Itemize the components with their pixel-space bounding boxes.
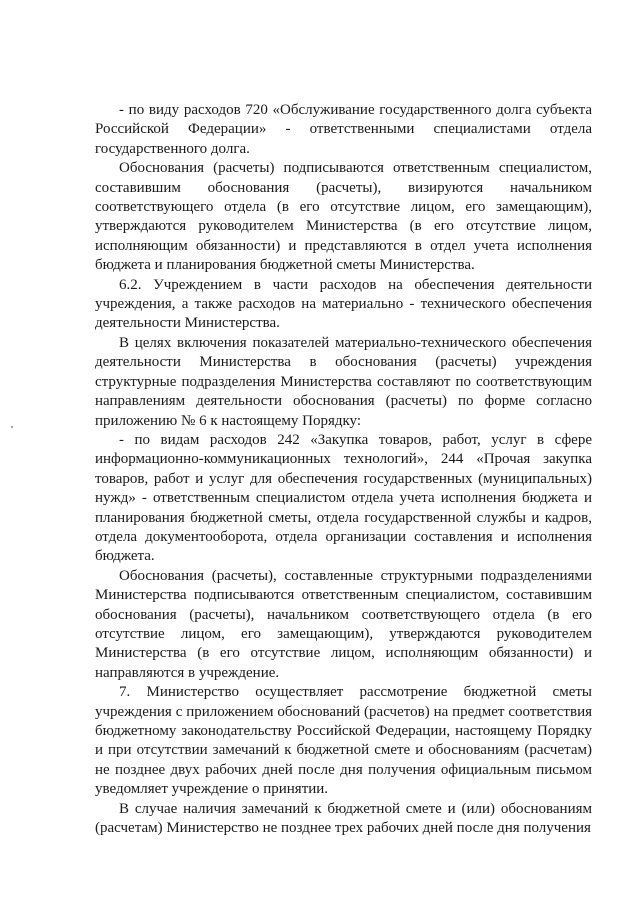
document-body (95, 101, 592, 838)
paragraph-structural-divisions: Обоснования (расчеты), составленные структурными подразделениями Министерства подписываются ответственным специалистом, составившим обоснования (расчеты), начальником соответствующего отдела (в его отсутствие лицом, его замещающим), утверждаются руководителем Министерства (в его отсутствие лицом, исполняющим обязанности) и направляются в учреждение. (95, 567, 592, 681)
paragraph-section-6-2: 6.2. Учреждением в части расходов на обеспечения деятельности учреждения, а также расходов на материально - технического обеспечения деятельности Министерства. (95, 276, 592, 332)
paragraph-signing-procedure: Обоснования (расчеты) подписываются ответственным специалистом, составившим обоснования (расчеты), визируются начальником соответствующего отдела (в его отсутствие лицом, его замещающим), утверждаются руководителем Министерства (в его отсутствие лицом, исполняющим обязанности) и представляются в отдел учета исполнения бюджета и планирования бюджетной сметы Министерства. (95, 160, 592, 274)
paragraph-expense-types-242-244: - по видам расходов 242 «Закупка товаров, работ, услуг в сфере информационно-коммуникационных технологий», 244 «Прочая закупка товаров, работ и услуг для обеспечения государственных (муниципальных) нужд» - ответственным специалистом отдела учета исполнения бюджета и планирования бюджетной сметы, отдела государственной службы и кадров, отдела документооборота, отдела организации составления и исполнения бюджета. (95, 431, 592, 565)
paragraph-budget-debt-service: - по виду расходов 720 «Обслуживание государственного долга субъекта Российской Федерации» - ответственными специалистами отдела государственного долга. (95, 102, 592, 157)
scan-speck (11, 426, 13, 428)
paragraph-section-7: 7. Министерство осуществляет рассмотрение бюджетной сметы учреждения с приложением обоснований (расчетов) на предмет соответствия бюджетному законодательству Российской Федерации, настоящему Порядку и при отсутствии замечаний к бюджетной смете и обоснованиям (расчетам) не позднее двух рабочих дней после дня получения официальным письмом уведомляет учреждение о принятии. (95, 684, 592, 798)
paragraph-material-support: В целях включения показателей материально-технического обеспечения деятельности Министерства в обоснования (расчеты) учреждения структурные подразделения Министерства составляют по соответствующим направлениям деятельности обоснования (расчеты) по форме согласно приложению № 6 к настоящему Порядку: (95, 334, 592, 429)
paragraph-remarks: В случае наличия замечаний к бюджетной смете и (или) обоснованиям (расчетам) Министерство не позднее трех рабочих дней после дня получения (95, 800, 592, 837)
